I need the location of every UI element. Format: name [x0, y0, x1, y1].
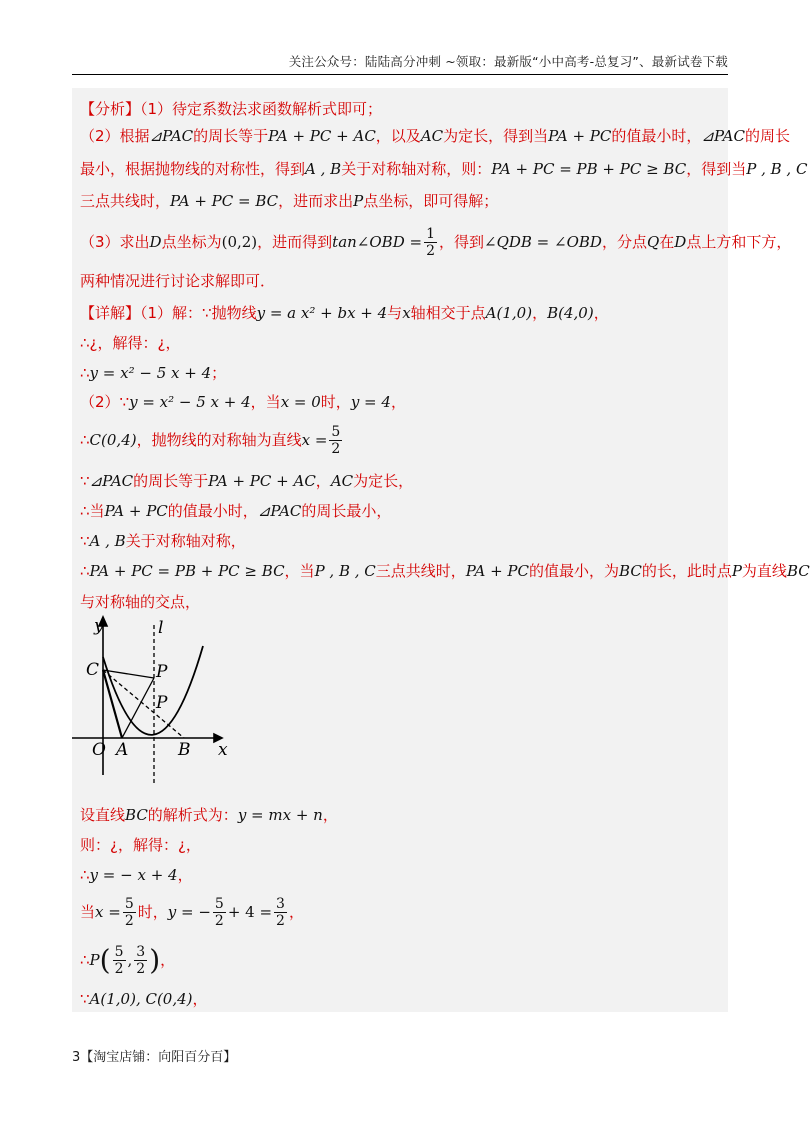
analysis-line-4: 三点共线时，PA + PC = BC，进而求出P点坐标，即可得解； — [80, 192, 499, 210]
fraction-five-halves: $\frac{5}{2}$ — [331, 424, 341, 457]
analysis-line-5: （3）求出D点坐标为(0,2)，进而得到tan∠OBD = $\frac{1}{2}$ ，得到∠QDB = ∠OBD，分点Q在D点上方和下方， — [80, 226, 792, 259]
header-text: 关注公众号：陆陆高分冲刺 ~领取：最新版“小中高考-总复习”、最新试卷下载 — [288, 54, 728, 69]
detail-line-2: ∴¿，解得：¿， — [80, 334, 181, 352]
solution-content — [72, 88, 810, 1012]
detail-line-12: 则：¿，解得：¿， — [80, 836, 201, 854]
analysis-line-1: 【分析】（1）待定系数法求函数解析式即可； — [80, 100, 383, 118]
label-a: A — [116, 740, 129, 760]
detail-line-5: ∴C(0,4)，抛物线的对称轴为直线x = $\frac{5}{2}$ — [80, 424, 341, 457]
detail-line-7: ∴当PA + PC的值最小时，⊿PAC的周长最小， — [80, 502, 392, 520]
label-y: y — [94, 616, 104, 636]
analysis-line-2: （2）根据⊿PAC的周长等于PA + PC + AC，以及AC为定长，得到当PA + PC的值最小时，⊿PAC的周长 — [80, 127, 790, 145]
detail-line-1: 【详解】（1）解：∵抛物线y = a x² + bx + 4与x轴相交于点A(1,0)，B(4,0)， — [80, 304, 609, 322]
detail-line-13: ∴y = − x + 4， — [80, 866, 193, 884]
detail-line-3: ∴y = x² − 5 x + 4； — [80, 364, 227, 382]
detail-line-4: （2）∵y = x² − 5 x + 4，当x = 0时，y = 4， — [80, 393, 406, 411]
line-bc — [103, 670, 184, 738]
segment-ca — [103, 670, 122, 738]
analysis-line-3: 最小，根据抛物线的对称性，得到A , B关于对称轴对称，则：PA + PC = PB + PC ≥ BC，得到当P , B , C — [80, 160, 808, 178]
label-c: C — [86, 660, 100, 680]
label-p2: P — [156, 693, 168, 713]
detail-line-14: 当x = $\frac{5}{2}$ 时，y = − $\frac{5}{2}$ + 4 = $\frac{3}{2}$ ， — [80, 896, 304, 929]
footer-text: 3【淘宝店铺：向阳百分百】 — [72, 1050, 237, 1065]
fraction-half: $\frac{1}{2}$ — [426, 226, 435, 259]
page-footer — [72, 1046, 236, 1065]
parabola-figure — [72, 613, 242, 788]
page-header — [72, 52, 728, 75]
detail-line-11: 设直线BC的解析式为：y = mx + n， — [80, 806, 338, 824]
label-x: x — [218, 740, 228, 760]
label-b: B — [178, 740, 191, 760]
detail-line-15: ∴P( $\frac{5}{2}$ , $\frac{3}{2}$ )， — [80, 943, 176, 977]
detail-line-16: ∵A(1,0), C(0,4)， — [80, 990, 208, 1008]
label-l: l — [158, 618, 164, 638]
label-o: O — [92, 740, 106, 760]
detail-line-10: 与对称轴的交点， — [80, 593, 201, 611]
detail-line-8: ∵A , B关于对称轴对称， — [80, 532, 246, 550]
detail-line-9: ∴PA + PC = PB + PC ≥ BC，当P , B , C三点共线时，PA + PC的值最小，为BC的长，此时点P为直线BC — [80, 562, 810, 580]
label-p1: P — [156, 662, 168, 682]
detail-line-6: ∵⊿PAC的周长等于PA + PC + AC，AC为定长， — [80, 472, 414, 490]
analysis-line-6: 两种情况进行讨论求解即可． — [80, 272, 276, 290]
